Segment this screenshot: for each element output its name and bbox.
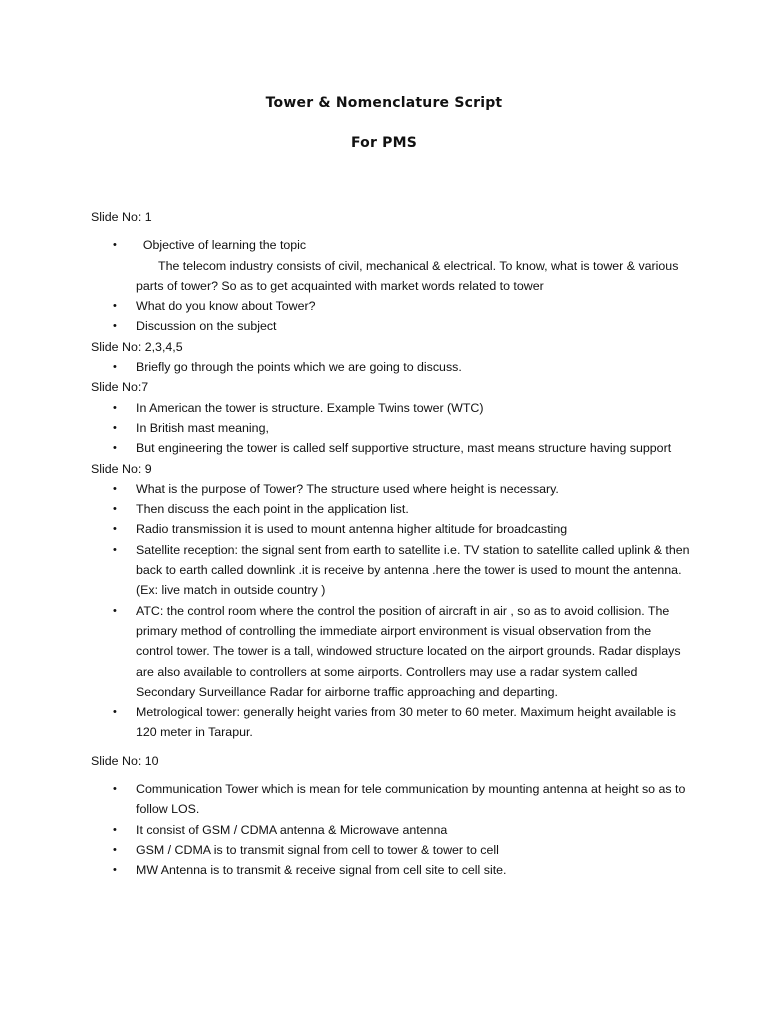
list-item bbox=[91, 438, 691, 458]
list-item bbox=[91, 860, 691, 880]
list-item-text: It consist of GSM / CDMA antenna & Microwave antenna bbox=[136, 822, 448, 837]
list-item bbox=[91, 316, 691, 336]
list-item bbox=[91, 779, 691, 820]
bullet-icon: • bbox=[113, 300, 117, 313]
bullet-list bbox=[91, 779, 691, 880]
list-item bbox=[91, 840, 691, 860]
list-item bbox=[91, 418, 691, 438]
bullet-icon: • bbox=[113, 523, 117, 536]
list-item-text: Radio transmission it is used to mount antenna higher altitude for broadcasting bbox=[136, 522, 568, 537]
list-item bbox=[91, 479, 691, 499]
list-item bbox=[91, 702, 691, 743]
bullet-list bbox=[91, 398, 691, 459]
bullet-icon: • bbox=[113, 864, 117, 877]
list-item-text: In British mast meaning, bbox=[136, 420, 269, 435]
section-heading: Slide No:7 bbox=[91, 380, 149, 395]
bullet-icon: • bbox=[113, 320, 117, 333]
bullet-icon: • bbox=[113, 843, 117, 856]
bullet-icon: • bbox=[113, 421, 117, 434]
section-heading: Slide No: 9 bbox=[91, 461, 152, 476]
section-heading: Slide No: 1 bbox=[91, 210, 152, 224]
section-heading: Slide No: 2,3,4,5 bbox=[91, 339, 183, 354]
list-item-text: Metrological tower: generally height varies from 30 meter to 60 meter. Maximum height available is 120 meter in Tarapur. bbox=[136, 705, 676, 740]
list-item bbox=[91, 519, 691, 539]
bullet-icon: • bbox=[113, 604, 117, 617]
list-item-text: Communication Tower which is mean for tele communication by mounting antenna at height so as to follow LOS. bbox=[136, 782, 686, 817]
document-body bbox=[91, 207, 691, 881]
list-item-text: ATC: the control room where the control the position of aircraft in air , so as to avoid collision. The primary method of controlling the immediate airport environment is visual observation from the control tower. The tower is a tall, windowed structure located on the airport grounds. Radar displays are also available to controllers at some airports. Controllers may use a radar system called Secondary Surveillance Radar for airborne traffic approaching and departing. bbox=[136, 603, 681, 699]
list-item-text: In American the tower is structure. Example Twins tower (WTC) bbox=[136, 400, 484, 415]
list-item-text: Discussion on the subject bbox=[136, 319, 277, 334]
list-item-text: What is the purpose of Tower? The structure used where height is necessary. bbox=[136, 481, 559, 496]
list-item-text: MW Antenna is to transmit & receive signal from cell site to cell site. bbox=[136, 863, 507, 878]
list-item-description: The telecom industry consists of civil, mechanical & electrical. To know, what is tower & various parts of tower? So as to get acquainted with market words related to tower bbox=[136, 258, 679, 293]
bullet-list bbox=[91, 479, 691, 743]
bullet-icon: • bbox=[113, 543, 117, 556]
bullet-icon: • bbox=[113, 482, 117, 495]
list-item-text: What do you know about Tower? bbox=[136, 299, 316, 314]
bullet-list bbox=[91, 235, 691, 336]
list-item bbox=[91, 398, 691, 418]
list-item bbox=[91, 601, 691, 702]
list-item bbox=[91, 235, 691, 296]
list-item bbox=[91, 357, 691, 377]
list-item bbox=[91, 296, 691, 316]
list-item-text: But engineering the tower is called self supportive structure, mast means structure having support bbox=[136, 441, 672, 456]
bullet-icon: • bbox=[113, 239, 117, 252]
document-title: Tower & Nomenclature Script bbox=[265, 95, 503, 111]
bullet-icon: • bbox=[113, 706, 117, 719]
bullet-icon: • bbox=[113, 783, 117, 796]
list-item bbox=[91, 820, 691, 840]
bullet-icon: • bbox=[113, 823, 117, 836]
document-subtitle: For PMS bbox=[350, 135, 418, 151]
list-item-text: Objective of learning the topic bbox=[136, 238, 307, 253]
bullet-list bbox=[91, 357, 691, 377]
section-heading: Slide No: 10 bbox=[91, 753, 159, 768]
bullet-icon: • bbox=[113, 442, 117, 455]
list-item bbox=[91, 540, 691, 601]
bullet-icon: • bbox=[113, 361, 117, 374]
list-item-text: Then discuss the each point in the application list. bbox=[136, 502, 409, 517]
list-item bbox=[91, 499, 691, 519]
list-item-text: Satellite reception: the signal sent from earth to satellite i.e. TV station to satellite called uplink & then back to earth called downlink .it is receive by antenna .here the tower is used to mount the antenna. (Ex: live match in outside country ) bbox=[136, 542, 690, 598]
list-item-text: GSM / CDMA is to transmit signal from cell to tower & tower to cell bbox=[136, 842, 499, 857]
list-item-text: Briefly go through the points which we are going to discuss. bbox=[136, 360, 462, 375]
bullet-icon: • bbox=[113, 503, 117, 516]
bullet-icon: • bbox=[113, 401, 117, 414]
